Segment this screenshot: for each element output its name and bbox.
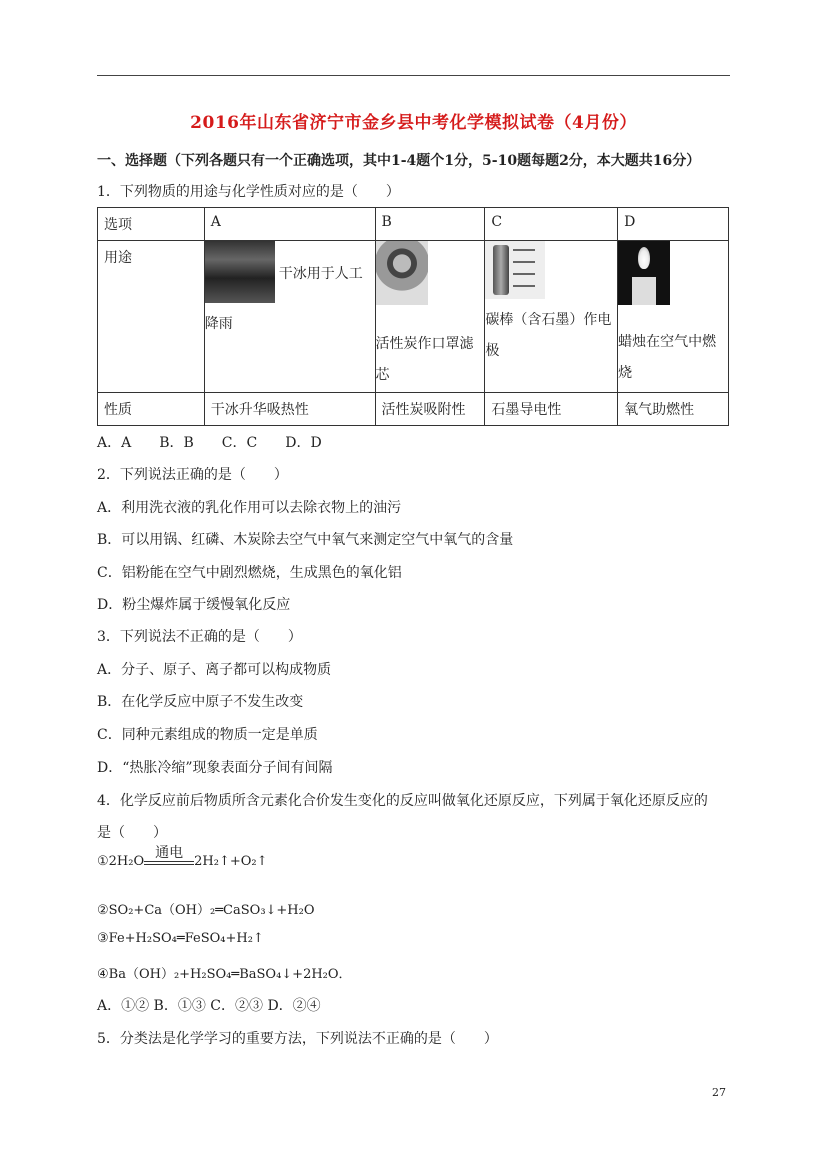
use-cell-b: 活性炭作口罩滤 芯	[375, 241, 485, 393]
mask-person-image	[376, 241, 428, 305]
use-cell-a: 干冰用于人工 降雨	[204, 241, 375, 393]
q1-stem: 1．下列物质的用途与化学性质对应的是（ ）	[97, 184, 400, 200]
use-label-cell: 用途	[98, 241, 205, 393]
q3-option-b: B．在化学反应中原子不发生改变	[97, 694, 304, 710]
q4-stem-line1: 4．化学反应前后物质所含元素化合价发生变化的反应叫做氧化还原反应，下列属于氧化还原反应的	[97, 793, 708, 809]
eq1-right: 2H₂↑+O₂↑	[194, 854, 268, 869]
section-heading: 一、选择题（下列各题只有一个正确选项，其中1-4题个1分，5-10题每题2分，本大题共16分）	[97, 153, 701, 169]
q3-option-a: A．分子、原子、离子都可以构成物质	[97, 662, 332, 678]
q2-option-b: B．可以用锅、红磷、木炭除去空气中氧气来测定空气中氧气的含量	[97, 532, 514, 548]
eq1-condition: 通电	[144, 846, 194, 869]
battery-cross-section-image	[485, 241, 545, 299]
prop-cell: 石墨导电性	[485, 393, 618, 426]
prop-label-cell: 性质	[98, 393, 205, 426]
prop-cell: 活性炭吸附性	[375, 393, 485, 426]
rain-clouds-image	[205, 241, 275, 303]
prop-cell: 氧气助燃性	[618, 393, 729, 426]
q3-option-c: C．同种元素组成的物质一定是单质	[97, 727, 318, 743]
q3-option-d: D．“热胀冷缩”现象表面分子间有间隔	[97, 760, 333, 776]
q1-table	[97, 207, 729, 426]
q2-stem: 2．下列说法正确的是（ ）	[97, 467, 288, 483]
q4-equation-1	[97, 846, 268, 869]
table-header-cell: A	[204, 208, 375, 241]
prop-cell: 干冰升华吸热性	[204, 393, 375, 426]
eq1-left: ①2H₂O	[97, 854, 145, 869]
table-header-cell: D	[618, 208, 729, 241]
table-header-cell: B	[375, 208, 485, 241]
use-cell-d: 蜡烛在空气中燃 烧	[618, 241, 729, 393]
q1-options: A．A B．B C．C D．D	[97, 435, 322, 451]
q3-stem: 3．下列说法不正确的是（ ）	[97, 629, 302, 645]
q4-equation-4: ④Ba（OH）₂+H₂SO₄═BaSO₄↓+2H₂O．	[97, 967, 352, 982]
q4-options: A．①② B．①③ C．②③ D．②④	[97, 998, 321, 1014]
page-title: 2016年山东省济宁市金乡县中考化学模拟试卷（4月份）	[190, 113, 637, 133]
table-header-cell: 选项	[98, 208, 205, 241]
q4-equation-2: ②SO₂+Ca（OH）₂═CaSO₃↓+H₂O	[97, 903, 315, 918]
q4-stem-line2: 是（ ）	[97, 825, 167, 841]
header-rule	[97, 75, 730, 76]
q2-option-a: A．利用洗衣液的乳化作用可以去除衣物上的油污	[97, 500, 402, 516]
q4-equation-3: ③Fe+H₂SO₄═FeSO₄+H₂↑	[97, 931, 264, 946]
q5-stem: 5．分类法是化学学习的重要方法，下列说法不正确的是（ ）	[97, 1031, 498, 1047]
page-number: 27	[712, 1086, 726, 1099]
table-header-cell: C	[485, 208, 618, 241]
q2-option-c: C．铝粉能在空气中剧烈燃烧，生成黑色的氧化铝	[97, 565, 402, 581]
candle-flame-image	[618, 241, 670, 305]
q2-option-d: D．粉尘爆炸属于缓慢氧化反应	[97, 597, 291, 613]
use-cell-c: 碳棒（含石墨）作电 极	[485, 241, 618, 393]
